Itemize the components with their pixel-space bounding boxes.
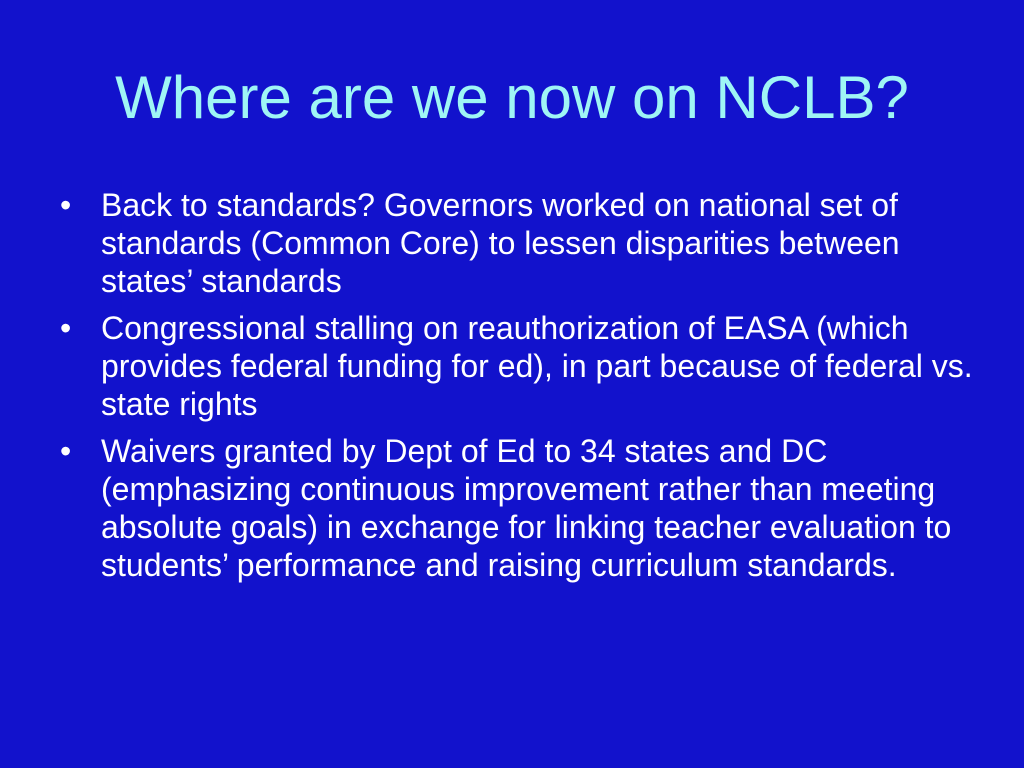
bullet-item bbox=[60, 432, 980, 584]
bullet-marker-icon: • bbox=[60, 433, 72, 469]
bullet-text: Congressional stalling on reauthorization of EASA (which provides federal funding for ed), in part because of federal vs. state rights bbox=[101, 310, 973, 422]
slide-title: Where are we now on NCLB? bbox=[115, 64, 909, 131]
bullet-item bbox=[60, 186, 980, 300]
bullet-marker-icon: • bbox=[60, 187, 72, 223]
bullet-text: Waivers granted by Dept of Ed to 34 states and DC (emphasizing continuous improvement rather than meeting absolute goals) in exchange for linking teacher evaluation to students’ performance and raising curriculum standards. bbox=[101, 433, 952, 583]
bullet-list bbox=[60, 186, 980, 593]
bullet-text: Back to standards? Governors worked on national set of standards (Common Core) to lessen disparities between states’ standards bbox=[101, 187, 900, 299]
bullet-item bbox=[60, 309, 980, 423]
bullet-marker-icon: • bbox=[60, 310, 72, 346]
